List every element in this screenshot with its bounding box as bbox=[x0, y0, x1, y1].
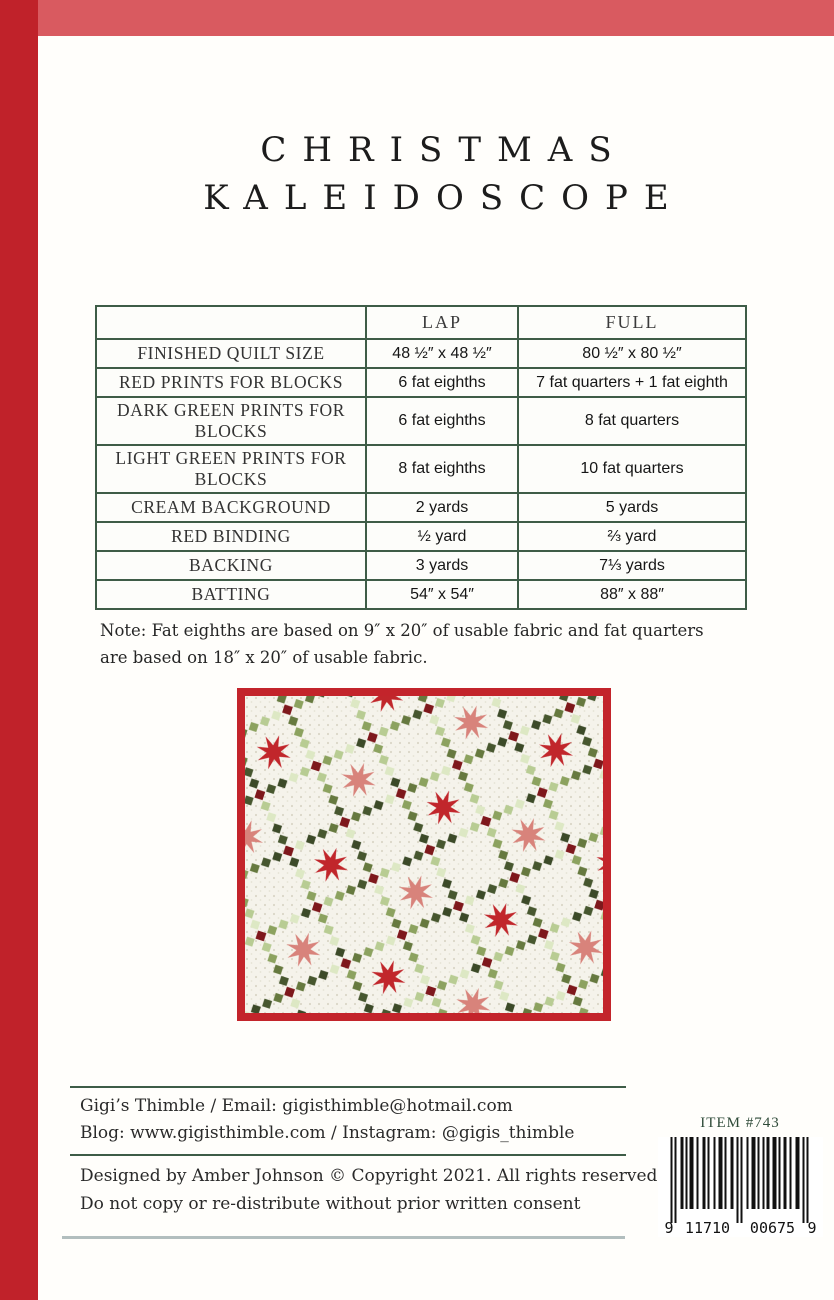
copyright-line2: Do not copy or re-distribute without prior written consent bbox=[80, 1194, 581, 1214]
row-label: CREAM BACKGROUND bbox=[96, 493, 366, 522]
pattern-title-line2: KALEIDOSCOPE bbox=[203, 178, 685, 218]
row-label: RED BINDING bbox=[96, 522, 366, 551]
row-lap-value: 8 fat eighths bbox=[366, 445, 518, 493]
fabric-note bbox=[100, 618, 730, 671]
table-row bbox=[96, 339, 746, 368]
row-lap-value: 48 ½″ x 48 ½″ bbox=[366, 339, 518, 368]
table-row bbox=[96, 397, 746, 445]
fabric-note-line2: are based on 18″ x 20″ of usable fabric. bbox=[100, 647, 428, 667]
table-header-row bbox=[96, 306, 746, 339]
row-full-value: 10 fat quarters bbox=[518, 445, 746, 493]
divider-green-top bbox=[70, 1086, 626, 1088]
table-row bbox=[96, 580, 746, 609]
row-full-value: ⅔ yard bbox=[518, 522, 746, 551]
svg-text:9: 9 bbox=[664, 1219, 674, 1237]
top-red-banner bbox=[38, 0, 834, 36]
divider-green-bottom bbox=[70, 1154, 626, 1156]
item-number-label: ITEM #743 bbox=[700, 1115, 780, 1131]
row-lap-value: 2 yards bbox=[366, 493, 518, 522]
row-label: BACKING bbox=[96, 551, 366, 580]
quilt-photo bbox=[245, 696, 603, 1013]
row-full-value: 80 ½″ x 80 ½″ bbox=[518, 339, 746, 368]
row-full-value: 8 fat quarters bbox=[518, 397, 746, 445]
header-empty-cell bbox=[96, 306, 366, 339]
table-row bbox=[96, 368, 746, 397]
table-row bbox=[96, 493, 746, 522]
row-full-value: 5 yards bbox=[518, 493, 746, 522]
row-label: DARK GREEN PRINTS FOR BLOCKS bbox=[96, 397, 366, 445]
svg-text:9: 9 bbox=[806, 1219, 816, 1237]
svg-text:00675: 00675 bbox=[749, 1219, 795, 1237]
table-row bbox=[96, 445, 746, 493]
row-label: FINISHED QUILT SIZE bbox=[96, 339, 366, 368]
row-label: BATTING bbox=[96, 580, 366, 609]
row-lap-value: 6 fat eighths bbox=[366, 397, 518, 445]
table-row bbox=[96, 522, 746, 551]
row-full-value: 88″ x 88″ bbox=[518, 580, 746, 609]
row-lap-value: 54″ x 54″ bbox=[366, 580, 518, 609]
row-lap-value: 6 fat eighths bbox=[366, 368, 518, 397]
row-full-value: 7 fat quarters + 1 fat eighth bbox=[518, 368, 746, 397]
left-red-stripe bbox=[0, 0, 38, 1300]
svg-text:11710: 11710 bbox=[684, 1219, 730, 1237]
row-label: LIGHT GREEN PRINTS FOR BLOCKS bbox=[96, 445, 366, 493]
contact-line-blog-instagram: Blog: www.gigisthimble.com ∕ Instagram: @gigis_thimble bbox=[80, 1123, 575, 1143]
header-lap: LAP bbox=[366, 306, 518, 339]
row-label: RED PRINTS FOR BLOCKS bbox=[96, 368, 366, 397]
copyright-line1: Designed by Amber Johnson © Copyright 2021. All rights reserved. bbox=[80, 1166, 663, 1186]
row-full-value: 7⅓ yards bbox=[518, 551, 746, 580]
pattern-title-line1: CHRISTMAS bbox=[260, 130, 628, 170]
fabric-note-line1: Note: Fat eighths are based on 9″ x 20″ of usable fabric and fat quarters bbox=[100, 621, 704, 640]
contact-line-email: Gigi’s Thimble ∕ Email: gigisthimble@hotmail.com bbox=[80, 1096, 513, 1116]
header-full: FULL bbox=[518, 306, 746, 339]
quilt-photo-frame bbox=[237, 688, 611, 1021]
divider-gray bbox=[62, 1236, 625, 1239]
table-row bbox=[96, 551, 746, 580]
row-lap-value: ½ yard bbox=[366, 522, 518, 551]
fabric-requirements-table bbox=[95, 305, 747, 610]
barcode-block bbox=[652, 1115, 828, 1242]
upc-barcode bbox=[658, 1137, 823, 1237]
pattern-title bbox=[38, 126, 834, 222]
row-lap-value: 3 yards bbox=[366, 551, 518, 580]
